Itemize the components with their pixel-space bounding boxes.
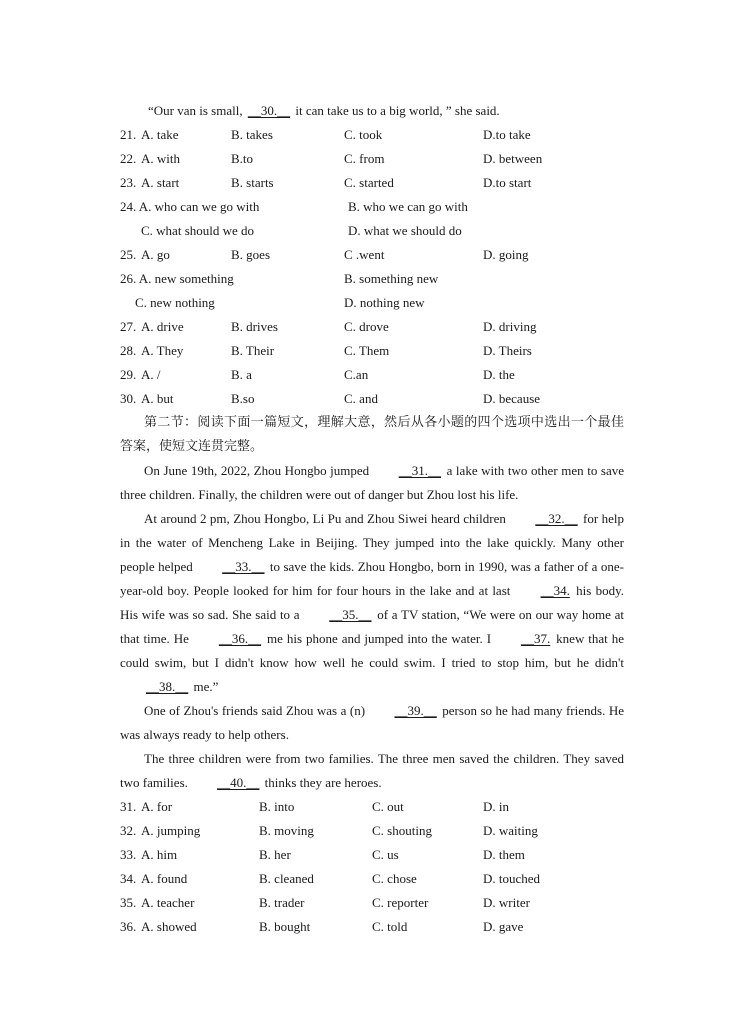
question-row-23: [120, 171, 624, 195]
option-c: C. reporter: [372, 895, 429, 910]
blank-39: __39.__: [394, 703, 437, 718]
option-c: C. out: [372, 799, 404, 814]
option-b: B. bought: [259, 919, 311, 934]
passage-paragraph-1: On June 19th, 2022, Zhou Hongbo jumped __31.__ a lake with two other men to save three children. Finally, the children were out of danger but Zhou lost his life.: [120, 459, 624, 507]
option-a: A. /: [141, 367, 161, 382]
option-b: B. takes: [231, 127, 273, 142]
question-number: 31.: [120, 799, 137, 814]
passage-paragraph-3: One of Zhou's friends said Zhou was a (n) __39.__ person so he had many friends. He was always ready to help others.: [120, 699, 624, 747]
option-a: A. start: [141, 175, 180, 190]
passage-paragraph-2: At around 2 pm, Zhou Hongbo, Li Pu and Zhou Siwei heard children __32.__ for help in the water of Mencheng Lake in Beijing. They jumped into the lake quickly. Many other people helped __33.__ to save the kids. Zhou Hongbo, born in 1990, was a father of a one-year-old boy. People looked for him for four hours in the lake and at last __34. his body. His wife was so sad. She said to a __35.__ of a TV station, “We were on our way home at that time. He __36.__ me his phone and jumped into the water. I __37. knew that he could swim, but I didn't know how well he could swim. I tried to stop him, but he didn't __38.__ me.”: [120, 507, 624, 699]
option-a: A. him: [141, 847, 178, 862]
question-number: 21.: [120, 127, 137, 142]
blank-31: __31.__: [398, 463, 441, 478]
question-number: 28.: [120, 343, 137, 358]
question-number: 29.: [120, 367, 137, 382]
option-c: C. from: [344, 151, 385, 166]
option-c: C. took: [344, 127, 383, 142]
question-number: 33.: [120, 847, 137, 862]
question-row-29: [120, 363, 624, 387]
question-row-22: [120, 147, 624, 171]
question-number: 25.: [120, 247, 137, 262]
blank-37: __37.: [520, 631, 551, 646]
option-c: C .went: [344, 247, 385, 262]
option-b: B. goes: [231, 247, 270, 262]
option-c: C.an: [344, 367, 369, 382]
option-d: D. because: [483, 391, 541, 406]
option-b: B. who we can go with: [348, 199, 468, 214]
option-d: D. nothing new: [344, 295, 425, 310]
option-b: B. drives: [231, 319, 278, 334]
option-b: B. moving: [259, 823, 314, 838]
option-c: C. Them: [344, 343, 390, 358]
question-number: 32.: [120, 823, 137, 838]
section-heading-text: 第二节：阅读下面一篇短文，理解大意，然后从各小题的四个选项中选出一个最佳答案，使短文连贯完整。: [120, 415, 624, 454]
option-a: A. They: [141, 343, 184, 358]
blank-34: __34.: [540, 583, 570, 598]
question-row-28: [120, 339, 624, 363]
option-d: D. what we should do: [348, 223, 462, 238]
option-a: A. go: [141, 247, 170, 262]
option-a: A. with: [141, 151, 180, 166]
question-row-34: [120, 867, 624, 891]
question-number: 22.: [120, 151, 137, 166]
option-b: B. Their: [231, 343, 275, 358]
option-b: B.to: [231, 151, 254, 166]
question-row-21: [120, 123, 624, 147]
option-b: B.so: [231, 391, 255, 406]
question-row-25: [120, 243, 624, 267]
question-number: 27.: [120, 319, 137, 334]
section-heading: [120, 411, 624, 459]
option-d: D. going: [483, 247, 529, 262]
option-a: A. for: [141, 799, 173, 814]
question-number: 34.: [120, 871, 137, 886]
question-row-36: [120, 915, 624, 939]
blank-40: __40.__: [217, 775, 260, 790]
option-c: C. us: [372, 847, 399, 862]
blank-30: __30.__: [247, 103, 291, 118]
question-row-32: [120, 819, 624, 843]
option-d: D. gave: [483, 919, 524, 934]
option-d: D. between: [483, 151, 543, 166]
option-a: 24. A. who can we go with: [120, 199, 260, 214]
question-row-26: [120, 267, 624, 291]
option-d: D.to start: [483, 175, 532, 190]
question-row-24: [120, 195, 624, 219]
option-c: C. drove: [344, 319, 389, 334]
option-b: B. cleaned: [259, 871, 314, 886]
question-row-35: [120, 891, 624, 915]
question-row-26-cont: [120, 291, 624, 315]
blank-32: __32.__: [535, 511, 578, 526]
option-c: C. what should we do: [141, 223, 255, 238]
question-number: 35.: [120, 895, 137, 910]
option-c: C. new nothing: [135, 295, 215, 310]
question-row-27: [120, 315, 624, 339]
option-d: D. touched: [483, 871, 541, 886]
option-b: B. into: [259, 799, 295, 814]
intro-line: [148, 99, 652, 123]
option-c: C. told: [372, 919, 408, 934]
passage: [120, 459, 624, 795]
intro-text-end: it can take us to a big world, ” she said.: [292, 103, 500, 118]
option-a: A. but: [141, 391, 174, 406]
option-b: B. something new: [344, 271, 439, 286]
question-number: 36.: [120, 919, 137, 934]
question-row-30: [120, 387, 624, 411]
option-a: 26. A. new something: [120, 271, 234, 286]
option-a: A. take: [141, 127, 179, 142]
question-row-31: [120, 795, 624, 819]
blank-36: __36.__: [218, 631, 262, 646]
option-d: D. writer: [483, 895, 530, 910]
option-c: C. and: [344, 391, 378, 406]
question-number: 30.: [120, 391, 137, 406]
option-b: B. her: [259, 847, 291, 862]
intro-text: “Our van is small,: [148, 103, 246, 118]
option-a: A. found: [141, 871, 188, 886]
option-d: D. driving: [483, 319, 537, 334]
passage-paragraph-4: The three children were from two families. The three men saved the children. They saved two families. __40.__ thinks they are heroes.: [120, 747, 624, 795]
question-row-33: [120, 843, 624, 867]
blank-35: __35.__: [329, 607, 372, 622]
option-d: D. Theirs: [483, 343, 532, 358]
option-b: B. trader: [259, 895, 305, 910]
option-a: A. jumping: [141, 823, 201, 838]
option-d: D. in: [483, 799, 509, 814]
option-d: D. waiting: [483, 823, 538, 838]
option-d: D. them: [483, 847, 525, 862]
option-a: A. showed: [141, 919, 197, 934]
option-b: B. starts: [231, 175, 274, 190]
question-row-24-cont: [120, 219, 624, 243]
option-b: B. a: [231, 367, 252, 382]
option-c: C. shouting: [372, 823, 432, 838]
option-d: D. the: [483, 367, 515, 382]
option-a: A. teacher: [141, 895, 195, 910]
question-number: 23.: [120, 175, 137, 190]
blank-33: __33.__: [222, 559, 265, 574]
blank-38: __38.__: [146, 679, 189, 694]
option-d: D.to take: [483, 127, 531, 142]
option-a: A. drive: [141, 319, 184, 334]
option-c: C. started: [344, 175, 394, 190]
option-c: C. chose: [372, 871, 417, 886]
